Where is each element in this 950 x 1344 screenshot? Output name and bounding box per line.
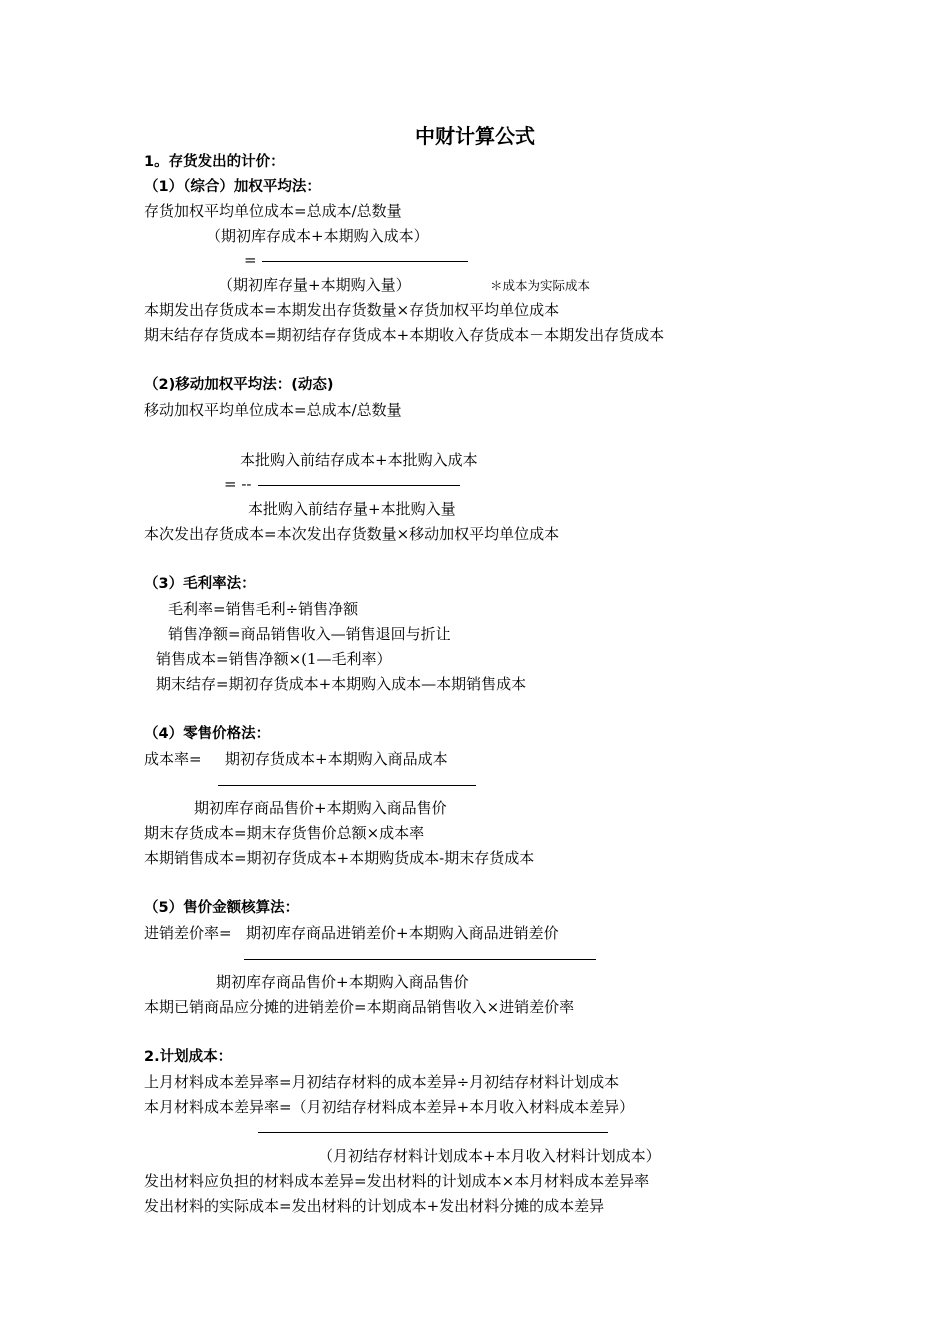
method-1-line-2: 本期发出存货成本=本期发出存货数量×存货加权平均单位成本 — [144, 301, 560, 319]
method-5-numerator: 期初库存商品进销差价+本期购入商品进销差价 — [246, 924, 559, 942]
section-2-fraction-bar — [258, 1132, 608, 1133]
method-2-heading: （2)移动加权平均法：(动态) — [144, 377, 334, 393]
method-1-line-1: 存货加权平均单位成本=总成本/总数量 — [144, 202, 402, 220]
method-4-denominator: 期初库存商品售价+本期购入商品售价 — [194, 799, 447, 817]
method-5-denominator: 期初库存商品售价+本期购入商品售价 — [216, 973, 469, 991]
method-5-heading: （5）售价金额核算法： — [144, 900, 300, 916]
method-5-line-1: 本期已销商品应分摊的进销差价=本期商品销售收入×进销差价率 — [144, 998, 575, 1016]
section-2-line-3: 发出材料应负担的材料成本差异=发出材料的计划成本×本月材料成本差异率 — [144, 1172, 650, 1190]
method-4-numerator: 期初存货成本+本期购入商品成本 — [225, 750, 448, 768]
method-3-line-2: 销售净额=商品销售收入—销售退回与折让 — [168, 625, 451, 643]
method-4-heading: （4）零售价格法： — [144, 726, 271, 742]
method-2-fraction-bar — [258, 485, 460, 486]
method-2-line-2: 本次发出存货成本=本次发出存货数量×移动加权平均单位成本 — [144, 525, 560, 543]
method-4-line-1: 期末存货成本=期末存货售价总额×成本率 — [144, 824, 425, 842]
method-1-heading: （1）（综合）加权平均法： — [144, 179, 321, 195]
method-1-note: ＊成本为实际成本 — [490, 278, 591, 293]
section-2-heading: 2.计划成本： — [144, 1049, 233, 1065]
method-2-denominator: 本批购入前结存量+本批购入量 — [248, 500, 456, 518]
method-1-equals: = — [244, 251, 257, 269]
method-2-numerator: 本批购入前结存成本+本批购入成本 — [240, 451, 478, 469]
method-3-line-1: 毛利率=销售毛利÷销售净额 — [168, 600, 359, 618]
method-1-denominator: （期初库存量+本期购入量） — [218, 276, 411, 294]
section-1-heading: 1。存货发出的计价： — [144, 154, 285, 170]
page-title: 中财计算公式 — [415, 124, 535, 148]
method-1-fraction-bar — [262, 261, 468, 262]
method-3-line-3: 销售成本=销售净额×(1—毛利率） — [156, 650, 392, 668]
method-5-lhs: 进销差价率= — [144, 924, 232, 942]
method-2-line-1: 移动加权平均单位成本=总成本/总数量 — [144, 401, 402, 419]
section-2-line-1: 上月材料成本差异率=月初结存材料的成本差异÷月初结存材料计划成本 — [144, 1073, 620, 1091]
method-2-equals: = -- — [224, 475, 252, 493]
method-3-line-4: 期末结存=期初存货成本+本期购入成本—本期销售成本 — [156, 675, 527, 693]
method-4-line-2: 本期销售成本=期初存货成本+本期购货成本-期末存货成本 — [144, 849, 535, 867]
method-1-line-3: 期末结存存货成本=期初结存存货成本+本期收入存货成本－本期发出存货成本 — [144, 326, 665, 344]
method-3-heading: （3）毛利率法： — [144, 576, 256, 592]
section-2-line-4: 发出材料的实际成本=发出材料的计划成本+发出材料分摊的成本差异 — [144, 1197, 605, 1215]
method-4-lhs: 成本率= — [144, 750, 202, 768]
method-1-numerator: （期初库存成本+本期购入成本） — [206, 227, 429, 245]
section-2-line-2: 本月材料成本差异率=（月初结存材料成本差异+本月收入材料成本差异） — [144, 1098, 635, 1116]
method-5-fraction-bar — [244, 959, 596, 960]
method-4-fraction-bar — [218, 785, 476, 786]
section-2-denominator: （月初结存材料计划成本+本月收入材料计划成本） — [318, 1147, 661, 1165]
